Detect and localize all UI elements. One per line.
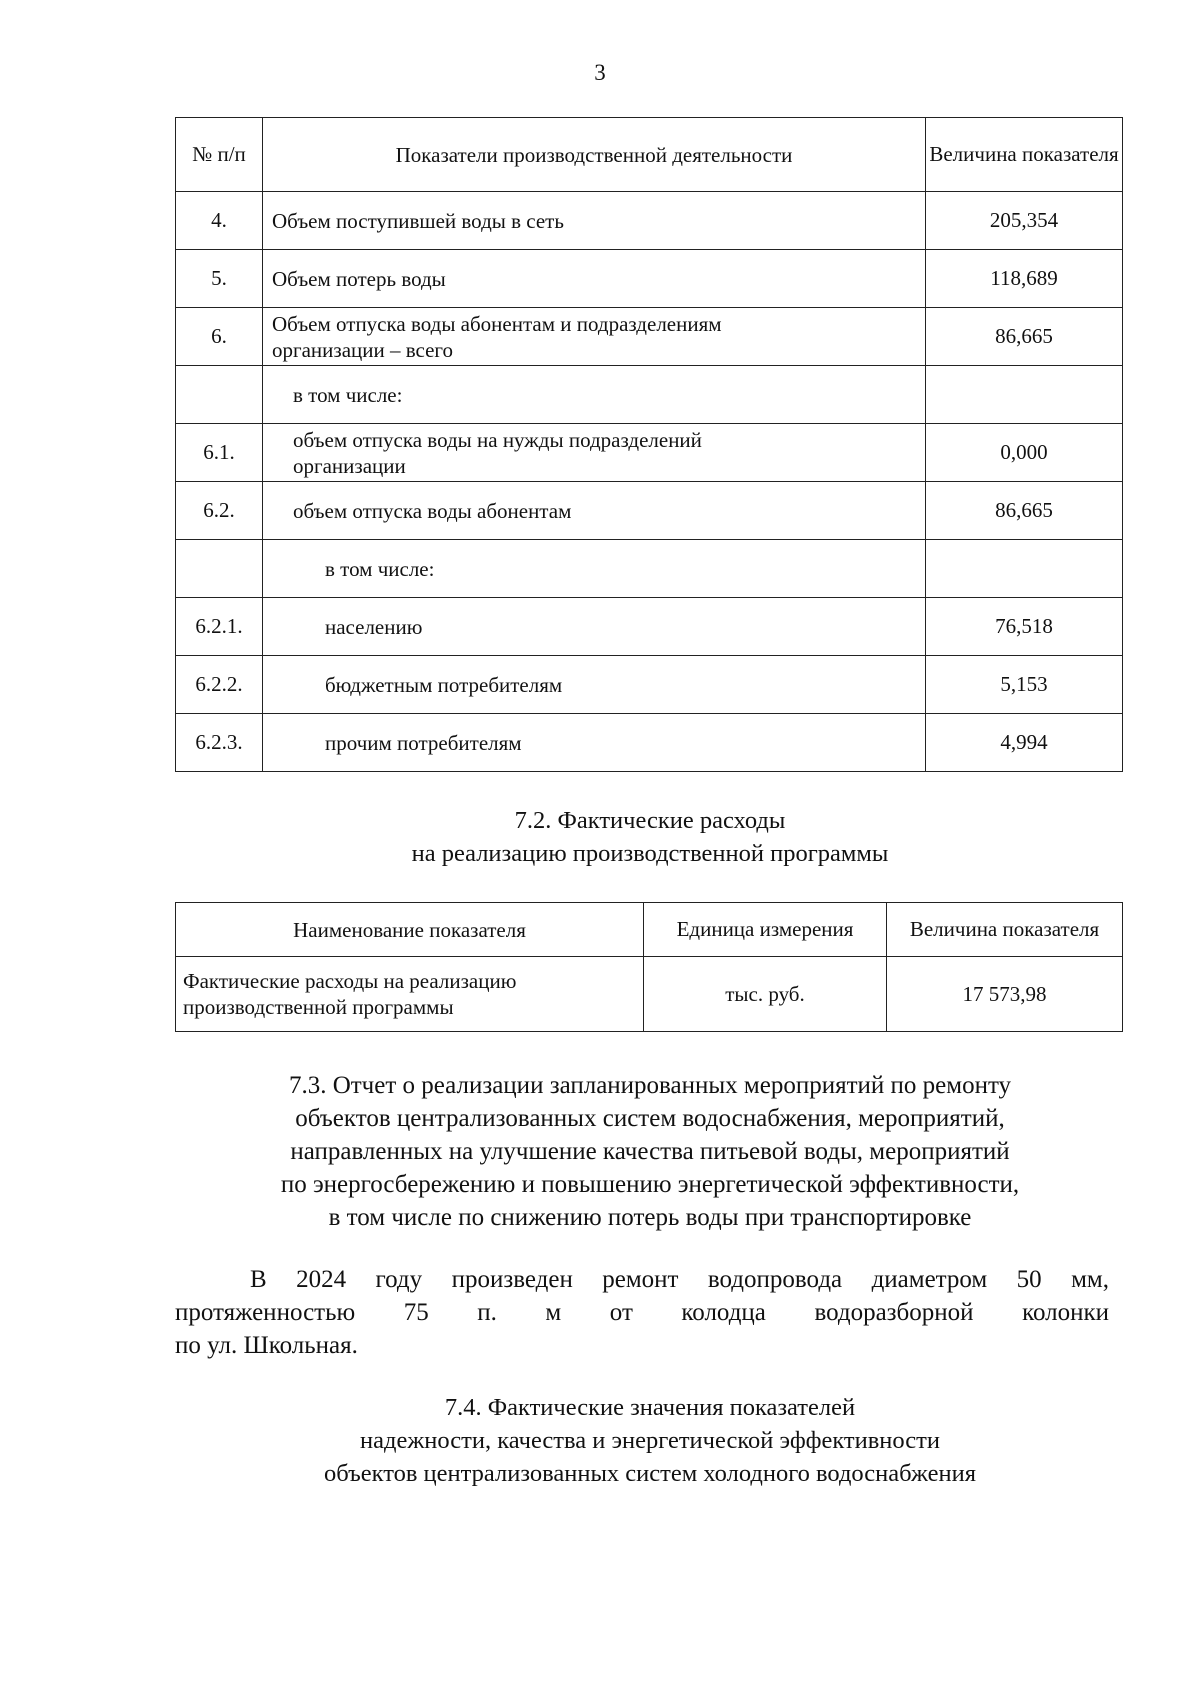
cell-indicator: [263, 366, 926, 424]
section-7-4-heading: [0, 1391, 1200, 1490]
cell-indicator: [263, 424, 926, 482]
table-row: [176, 714, 1123, 772]
cell-indicator: [263, 598, 926, 656]
header-unit: Единица измерения: [644, 903, 887, 957]
heading-line: объектов централизованных систем водоснабжения, мероприятий,: [295, 1105, 1005, 1132]
heading-line: в том числе по снижению потерь воды при транспортировке: [328, 1204, 972, 1231]
cell-num: [176, 366, 263, 424]
paragraph-line: В 2024 году произведен ремонт водопровода диаметром 50 мм,: [250, 1266, 1109, 1293]
cell-num: 6.2.3.: [176, 714, 263, 772]
table-row: [176, 424, 1123, 482]
cell-line: организации – всего: [272, 337, 454, 362]
cell-indicator: [263, 482, 926, 540]
cell-value: 86,665: [926, 308, 1123, 366]
cell-num: 6.2.1.: [176, 598, 263, 656]
cell-line: объем отпуска воды на нужды подразделений: [293, 427, 702, 452]
header-indicator: Показатели производственной деятельности: [263, 118, 926, 192]
cell-line: объем отпуска воды абонентам: [293, 498, 572, 523]
table-row: [176, 192, 1123, 250]
cell-line: Объем потерь воды: [272, 266, 446, 291]
heading-line: направленных на улучшение качества питьевой воды, мероприятий: [290, 1138, 1010, 1165]
header-indicator-name: Наименование показателя: [176, 903, 644, 957]
cell-line: в том числе:: [293, 382, 403, 407]
cell-indicator: [263, 540, 926, 598]
cell-indicator-name: [176, 957, 644, 1032]
table-row: [176, 540, 1123, 598]
table-row: [176, 957, 1123, 1032]
cell-line: бюджетным потребителям: [325, 672, 563, 697]
cell-value: 4,994: [926, 714, 1123, 772]
cell-num: 6.2.2.: [176, 656, 263, 714]
table-header-row: [176, 903, 1123, 957]
cell-value: 205,354: [926, 192, 1123, 250]
section-7-3-heading: [0, 1069, 1200, 1234]
cell-num: 6.2.: [176, 482, 263, 540]
paragraph-line: протяженностью 75 п. м от колодца водоразборной колонки: [175, 1299, 1109, 1326]
header-num: № п/п: [176, 118, 263, 192]
heading-line: объектов централизованных систем холодного водоснабжения: [324, 1460, 976, 1487]
cell-value: [926, 366, 1123, 424]
table-row: [176, 308, 1123, 366]
cell-line: Объем отпуска воды абонентам и подразделениям: [272, 311, 722, 336]
section-7-2-heading: [0, 804, 1200, 870]
cell-num: 5.: [176, 250, 263, 308]
heading-line: на реализацию производственной программы: [411, 840, 889, 867]
table-row: [176, 250, 1123, 308]
heading-line: надежности, качества и энергетической эффективности: [360, 1427, 940, 1454]
production-indicators-table: [175, 117, 1123, 772]
cell-value: 76,518: [926, 598, 1123, 656]
cell-value: 0,000: [926, 424, 1123, 482]
repair-paragraph: [175, 1263, 1109, 1362]
heading-line: по энергосбережению и повышению энергетической эффективности,: [280, 1171, 1020, 1198]
heading-line: 7.4. Фактические значения показателей: [444, 1394, 856, 1421]
cell-indicator: [263, 308, 926, 366]
cell-value: 17 573,98: [887, 957, 1123, 1032]
cell-line: Фактические расходы на реализацию: [183, 969, 517, 993]
cell-value: 118,689: [926, 250, 1123, 308]
cell-line: прочим потребителям: [325, 730, 522, 755]
cell-unit: тыс. руб.: [644, 957, 887, 1032]
paragraph-line: по ул. Школьная.: [175, 1332, 358, 1359]
cell-indicator: [263, 714, 926, 772]
heading-line: 7.2. Фактические расходы: [514, 807, 786, 834]
cell-num: 6.: [176, 308, 263, 366]
cell-num: [176, 540, 263, 598]
cell-line: производственной программы: [183, 995, 454, 1019]
cell-num: 4.: [176, 192, 263, 250]
cell-indicator: [263, 192, 926, 250]
cell-indicator: [263, 656, 926, 714]
table-row: [176, 366, 1123, 424]
cell-value: [926, 540, 1123, 598]
expenses-table: [175, 902, 1123, 1032]
header-value: Величина показателя: [887, 903, 1123, 957]
cell-line: населению: [325, 614, 423, 639]
table-header-row: [176, 118, 1123, 192]
cell-line: организации: [293, 453, 406, 478]
cell-line: в том числе:: [325, 556, 435, 581]
header-value: Величина показателя: [926, 118, 1123, 192]
heading-line: 7.3. Отчет о реализации запланированных мероприятий по ремонту: [288, 1072, 1012, 1099]
table-row: [176, 482, 1123, 540]
cell-value: 86,665: [926, 482, 1123, 540]
table-row: [176, 598, 1123, 656]
cell-line: Объем поступившей воды в сеть: [272, 208, 564, 233]
page-number: 3: [594, 60, 606, 85]
cell-indicator: [263, 250, 926, 308]
cell-value: 5,153: [926, 656, 1123, 714]
cell-num: 6.1.: [176, 424, 263, 482]
table-row: [176, 656, 1123, 714]
